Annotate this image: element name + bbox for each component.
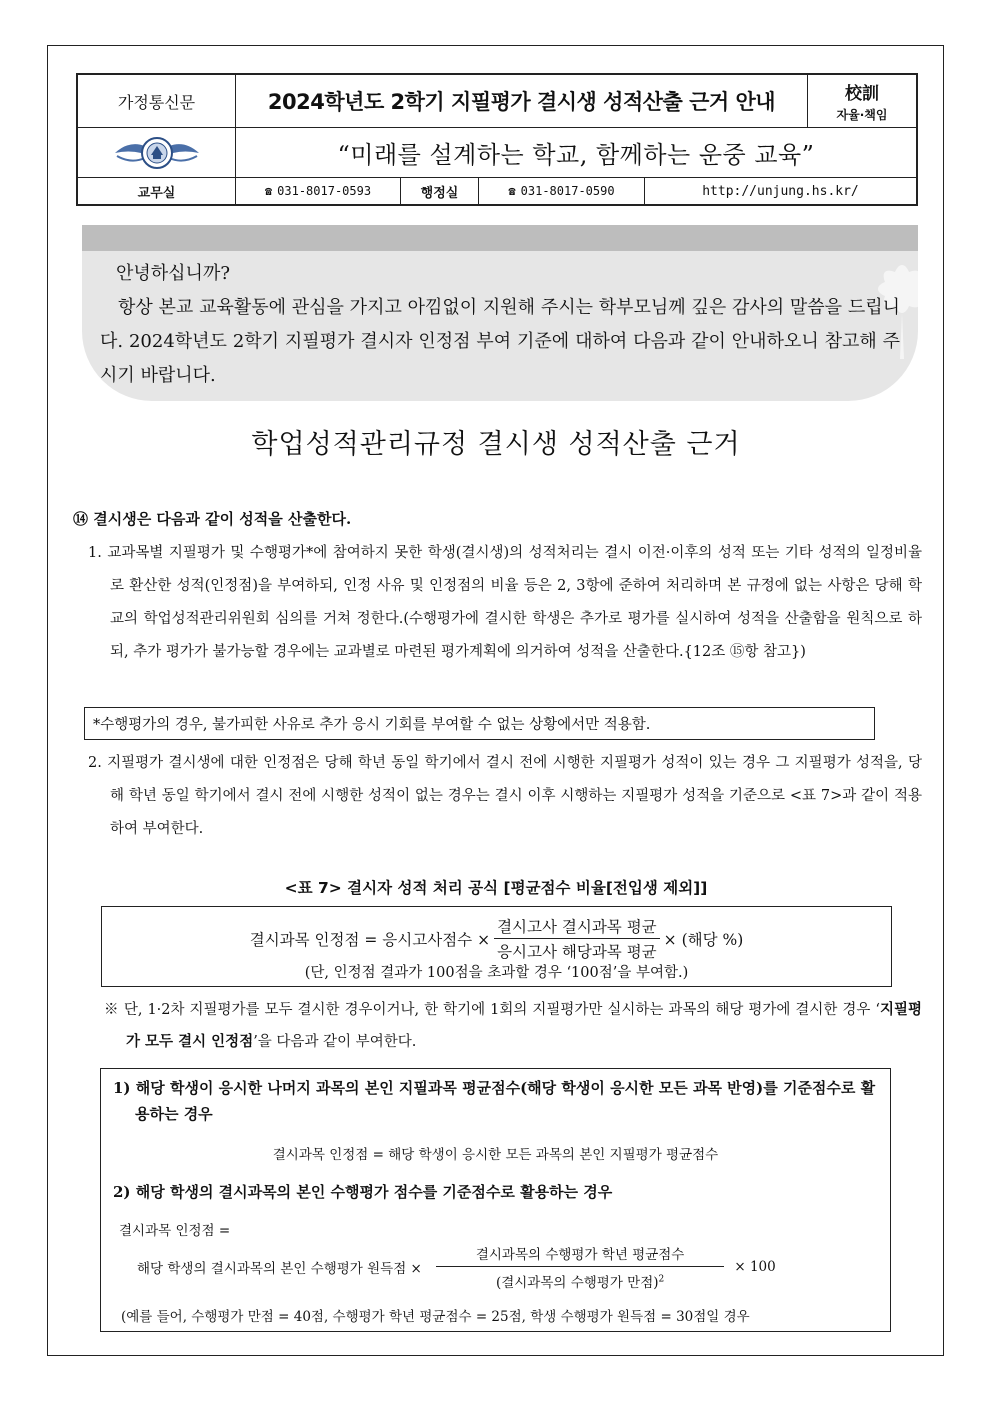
motto-heading: 校訓 — [845, 84, 879, 104]
formula-numerator: 결시고사 결시과목 평균 — [494, 915, 660, 939]
header-row-slogan — [78, 128, 916, 178]
regulation-item-2 — [88, 747, 922, 846]
note-text-bold: 지필평가 모두 결시 인정점 — [126, 1001, 922, 1050]
formula-lhs: 결시과목 인정점 = 응시고사점수 × — [249, 930, 491, 949]
note-text-before: ※ 단, 1·2차 지필평가를 모두 결시한 경우이거나, 한 학기에 1회의 지필평가만 실시하는 과목의 해당 평가에 결시한 경우 ‘ — [104, 1002, 880, 1018]
exception-note — [104, 994, 922, 1058]
newsletter-header — [76, 73, 918, 206]
greeting-paragraph: 항상 본교 교육활동에 관심을 가지고 아낌없이 지원해 주시는 학부모님께 깊은 감사의 말씀을 드립니다. 2024학년도 2학기 지필평가 결시자 인정점 부여 기준에 대하여 다음과 같이 안내하오니 참고해 주시기 바랍니다. — [100, 297, 900, 386]
case-2-numerator: 결시과목의 수행평가 학년 평균점수 — [436, 1243, 725, 1267]
case-2-fraction — [436, 1243, 725, 1291]
table-7-formula — [102, 915, 891, 962]
cases-box — [100, 1068, 891, 1332]
school-emblem-icon — [111, 134, 203, 172]
formula-suffix: × (해당 %) — [663, 930, 744, 949]
office-label-academic: 교무실 — [78, 178, 236, 204]
header-row-contacts — [78, 178, 916, 204]
phone-number-admin: 031-8017-0590 — [520, 184, 615, 198]
exception-note-text — [104, 994, 922, 1058]
case-2-suffix: × 100 — [734, 1259, 776, 1275]
case-1-title-text: 1) 해당 학생이 응시한 나머지 과목의 본인 지필과목 평균점수(해당 학생이 응시한 모든 과목 반영)를 기준점수로 활용하는 경우 — [113, 1079, 876, 1123]
formula-condition: (단, 인정점 결과가 100점을 초과할 경우 ‘100점’을 부여함.) — [304, 965, 689, 981]
phone-admin — [479, 178, 645, 204]
regulation-item-1 — [88, 537, 922, 669]
case-2-formula — [137, 1243, 877, 1291]
footnote-box: *수행평가의 경우, 불가피한 사유로 추가 응시 기회를 부여할 수 없는 상황에서만 적용함. — [84, 707, 875, 740]
phone-academic — [236, 178, 401, 204]
table-7-title: <표 7> 결시자 성적 처리 공식 [평균점수 비율[전입생 제외]] — [284, 879, 708, 897]
school-logo — [78, 128, 236, 177]
school-website: http://unjung.hs.kr/ — [702, 183, 859, 199]
motto-text: 자율·책임 — [836, 108, 888, 122]
phone-icon: ☎ — [508, 184, 516, 198]
greeting-salutation: 안녕하십니까? — [116, 263, 230, 284]
greeting-text — [82, 257, 918, 393]
school-slogan: “미래를 설계하는 학교, 함께하는 운중 교육” — [337, 141, 815, 169]
section-heading: ⑭ 결시생은 다음과 같이 성적을 산출한다. — [73, 510, 352, 528]
case-2-lhs: 해당 학생의 결시과목의 본인 수행평가 원득점 × — [137, 1261, 422, 1277]
case-2-label: 결시과목 인정점 = — [119, 1223, 231, 1239]
document-title: 2024학년도 2학기 지필평가 결시생 성적산출 근거 안내 — [236, 75, 808, 127]
case-2-example: (예를 들어, 수행평가 만점 = 40점, 수행평가 학년 평균점수 = 25점, 학생 수행평가 원득점 = 30점일 경우 — [121, 1309, 750, 1325]
newsletter-label: 가정통신문 — [78, 75, 236, 127]
header-row-title — [78, 75, 916, 128]
case-2-exponent: 2 — [658, 1274, 665, 1285]
phone-icon: ☎ — [264, 184, 273, 198]
office-label-admin: 행정실 — [401, 178, 479, 204]
greeting-top-bar — [82, 225, 918, 251]
case-2-title: 2) 해당 학생의 결시과목의 본인 수행평가 점수를 기준점수로 활용하는 경우 — [113, 1183, 613, 1201]
main-title: 학업성적관리규정 결시생 성적산출 근거 — [251, 429, 741, 460]
item-2-text: 2. 지필평가 결시생에 대한 인정점은 당해 학년 동일 학기에서 결시 전에 시행한 지필평가 성적이 있는 경우 그 지필평가 성적을, 당해 학년 동일 학기에서 결시 전에 시행한 성적이 없는 경우는 결시 이후 시행하는 지필평가 성적을 기준으로 <표 7>과 같이 적용하여 부여한다. — [88, 755, 922, 837]
case-1-title — [113, 1075, 883, 1127]
formula-fraction — [494, 915, 660, 962]
school-motto — [808, 75, 916, 127]
case-2-denominator-text: (결시과목의 수행평가 만점) — [495, 1275, 659, 1291]
formula-denominator: 응시고사 해당과목 평균 — [497, 943, 657, 961]
phone-number-academic: 031-8017-0593 — [277, 184, 372, 198]
note-text-after: ’을 다음과 같이 부여한다. — [253, 1034, 417, 1050]
case-1-formula: 결시과목 인정점 = 해당 학생이 응시한 모든 과목의 본인 지필평가 평균점수 — [272, 1147, 719, 1163]
case-2-denominator — [456, 1267, 704, 1291]
greeting-box — [82, 251, 918, 401]
item-1-text: 1. 교과목별 지필평가 및 수행평가*에 참여하지 못한 학생(결시생)의 성적처리는 결시 이전·이후의 성적 또는 기타 성적의 일정비율로 환산한 성적(인정점)을 부여하되, 인정 사유 및 인정점의 비율 등은 2, 3항에 준하여 처리하며 본 규정에 없는 사항은 당해 학교의 학업성적관리위원회 심의를 거쳐 정한다.(수행평가에 결시한 학생은 추가로 평가를 실시하여 성적을 산출함을 원칙으로 하되, 추가 평가가 불가능할 경우에는 교과별로 마련된 평가계획에 의거하여 성적을 산출한다.{12조 ⑮항 참고}) — [88, 545, 922, 660]
table-7-formula-box — [101, 906, 892, 987]
